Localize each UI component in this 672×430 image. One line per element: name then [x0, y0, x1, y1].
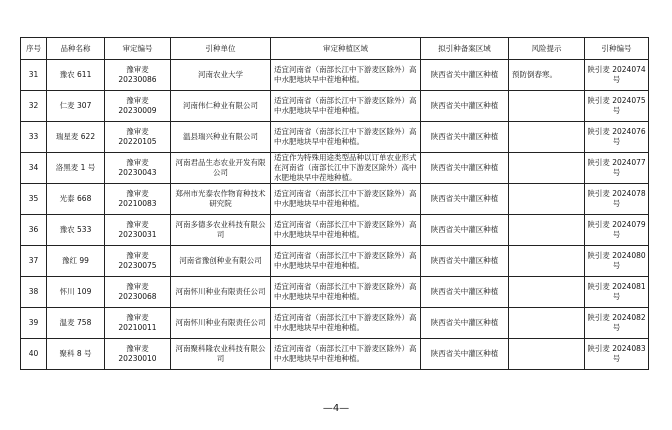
table-row [21, 308, 649, 339]
cell-risk-warning [509, 277, 585, 308]
cell-approval-number: 豫审麦 20230009 [105, 91, 171, 122]
table-row [21, 277, 649, 308]
cell-variety-name: 温麦 758 [47, 308, 105, 339]
cell-introducing-unit: 河南君品生态农业开发有限公司 [171, 153, 271, 184]
cell-no: 32 [21, 91, 47, 122]
cell-target-region: 陕西省关中灌区种植 [421, 339, 509, 370]
header-variety-name: 品种名称 [47, 38, 105, 60]
cell-variety-name: 仁麦 307 [47, 91, 105, 122]
cell-introduction-code: 陕引麦 2024074 号 [585, 60, 649, 91]
cell-no: 38 [21, 277, 47, 308]
variety-table [20, 37, 649, 370]
cell-risk-warning [509, 308, 585, 339]
cell-variety-name: 聚科 8 号 [47, 339, 105, 370]
cell-introducing-unit: 河南怀川种业有限责任公司 [171, 308, 271, 339]
cell-introduction-code: 陕引麦 2024076 号 [585, 122, 649, 153]
cell-approval-number: 豫审麦 20230031 [105, 215, 171, 246]
cell-approval-number: 豫审麦 20230043 [105, 153, 171, 184]
cell-target-region: 陕西省关中灌区种植 [421, 246, 509, 277]
cell-introducing-unit: 河南伟仁种业有限公司 [171, 91, 271, 122]
cell-risk-warning [509, 339, 585, 370]
table-row [21, 184, 649, 215]
cell-introducing-unit: 河南省豫创种业有限公司 [171, 246, 271, 277]
cell-approved-region: 适宜河南省（南部长江中下游麦区除外）高中水肥地块早中茬地种植。 [271, 308, 421, 339]
cell-introducing-unit: 河南农业大学 [171, 60, 271, 91]
table-row [21, 91, 649, 122]
cell-target-region: 陕西省关中灌区种植 [421, 122, 509, 153]
cell-introduction-code: 陕引麦 2024081 号 [585, 277, 649, 308]
cell-approval-number: 豫审麦 20220105 [105, 122, 171, 153]
header-introduction-code: 引种编号 [585, 38, 649, 60]
cell-target-region: 陕西省关中灌区种植 [421, 215, 509, 246]
cell-target-region: 陕西省关中灌区种植 [421, 60, 509, 91]
cell-variety-name: 豫农 611 [47, 60, 105, 91]
cell-variety-name: 怀川 109 [47, 277, 105, 308]
cell-variety-name: 豫农 533 [47, 215, 105, 246]
cell-introducing-unit: 郑州市光泰农作物育种技术研究院 [171, 184, 271, 215]
cell-risk-warning: 预防倒春寒。 [509, 60, 585, 91]
cell-risk-warning [509, 122, 585, 153]
cell-no: 33 [21, 122, 47, 153]
cell-risk-warning [509, 153, 585, 184]
header-risk-warning: 风险提示 [509, 38, 585, 60]
cell-no: 35 [21, 184, 47, 215]
header-introducing-unit: 引种单位 [171, 38, 271, 60]
cell-approved-region: 适宜河南省（南部长江中下游麦区除外）高中水肥地块早中茬地种植。 [271, 60, 421, 91]
cell-approval-number: 豫审麦 20230068 [105, 277, 171, 308]
table-row [21, 339, 649, 370]
cell-target-region: 陕西省关中灌区种植 [421, 184, 509, 215]
cell-no: 36 [21, 215, 47, 246]
table-row [21, 60, 649, 91]
cell-introducing-unit: 河南多德多农业科技有限公司 [171, 215, 271, 246]
cell-introduction-code: 陕引麦 2024082 号 [585, 308, 649, 339]
cell-approved-region: 适宜河南省（南部长江中下游麦区除外）高中水肥地块早中茬地种植。 [271, 91, 421, 122]
cell-no: 31 [21, 60, 47, 91]
cell-variety-name: 瑞星麦 622 [47, 122, 105, 153]
cell-approval-number: 豫审麦 20230075 [105, 246, 171, 277]
cell-risk-warning [509, 184, 585, 215]
cell-introduction-code: 陕引麦 2024075 号 [585, 91, 649, 122]
cell-approval-number: 豫审麦 20230010 [105, 339, 171, 370]
cell-variety-name: 光泰 668 [47, 184, 105, 215]
cell-approved-region: 适宜河南省（南部长江中下游麦区除外）高中水肥地块早中茬地种植。 [271, 122, 421, 153]
cell-approval-number: 豫审麦 20210011 [105, 308, 171, 339]
cell-introduction-code: 陕引麦 2024077 号 [585, 153, 649, 184]
header-approval-number: 审定编号 [105, 38, 171, 60]
cell-approved-region: 适宜河南省（南部长江中下游麦区除外）高中水肥地块早中茬地种植。 [271, 184, 421, 215]
cell-variety-name: 洛黑麦 1 号 [47, 153, 105, 184]
cell-introducing-unit: 河南怀川种业有限责任公司 [171, 277, 271, 308]
cell-risk-warning [509, 91, 585, 122]
cell-no: 39 [21, 308, 47, 339]
cell-no: 40 [21, 339, 47, 370]
cell-variety-name: 豫红 99 [47, 246, 105, 277]
table-header-row [21, 38, 649, 60]
cell-introduction-code: 陕引麦 2024080 号 [585, 246, 649, 277]
cell-approved-region: 适宜河南省（南部长江中下游麦区除外）高中水肥地块早中茬地种植。 [271, 215, 421, 246]
table-body [21, 60, 649, 370]
cell-introducing-unit: 温县瑞兴种业有限公司 [171, 122, 271, 153]
page-number: —4— [322, 403, 350, 414]
header-target-region: 拟引种备案区域 [421, 38, 509, 60]
header-approved-region: 审定种植区域 [271, 38, 421, 60]
cell-approved-region: 适宜河南省（南部长江中下游麦区除外）高中水肥地块早中茬地种植。 [271, 339, 421, 370]
cell-target-region: 陕西省关中灌区种植 [421, 308, 509, 339]
cell-approval-number: 豫审麦 20210083 [105, 184, 171, 215]
cell-approved-region: 适宜河南省（南部长江中下游麦区除外）高中水肥地块早中茬地种植。 [271, 277, 421, 308]
cell-target-region: 陕西省关中灌区种植 [421, 91, 509, 122]
cell-risk-warning [509, 246, 585, 277]
cell-target-region: 陕西省关中灌区种植 [421, 153, 509, 184]
cell-introducing-unit: 河南聚科隆农业科技有限公司 [171, 339, 271, 370]
cell-risk-warning [509, 215, 585, 246]
cell-introduction-code: 陕引麦 2024078 号 [585, 184, 649, 215]
cell-target-region: 陕西省关中灌区种植 [421, 277, 509, 308]
cell-no: 34 [21, 153, 47, 184]
cell-approved-region: 适宜河南省（南部长江中下游麦区除外）高中水肥地块早中茬地种植。 [271, 246, 421, 277]
table-row [21, 215, 649, 246]
cell-introduction-code: 陕引麦 2024083 号 [585, 339, 649, 370]
header-no: 序号 [21, 38, 47, 60]
table-row [21, 153, 649, 184]
cell-approval-number: 豫审麦 20230086 [105, 60, 171, 91]
cell-approved-region: 适宜作为特殊用途类型品种以订单农业形式在河南省（南部长江中下游麦区除外）高中水肥地块早中茬地种植。 [271, 153, 421, 184]
table-row [21, 122, 649, 153]
cell-introduction-code: 陕引麦 2024079 号 [585, 215, 649, 246]
table-row [21, 246, 649, 277]
cell-no: 37 [21, 246, 47, 277]
